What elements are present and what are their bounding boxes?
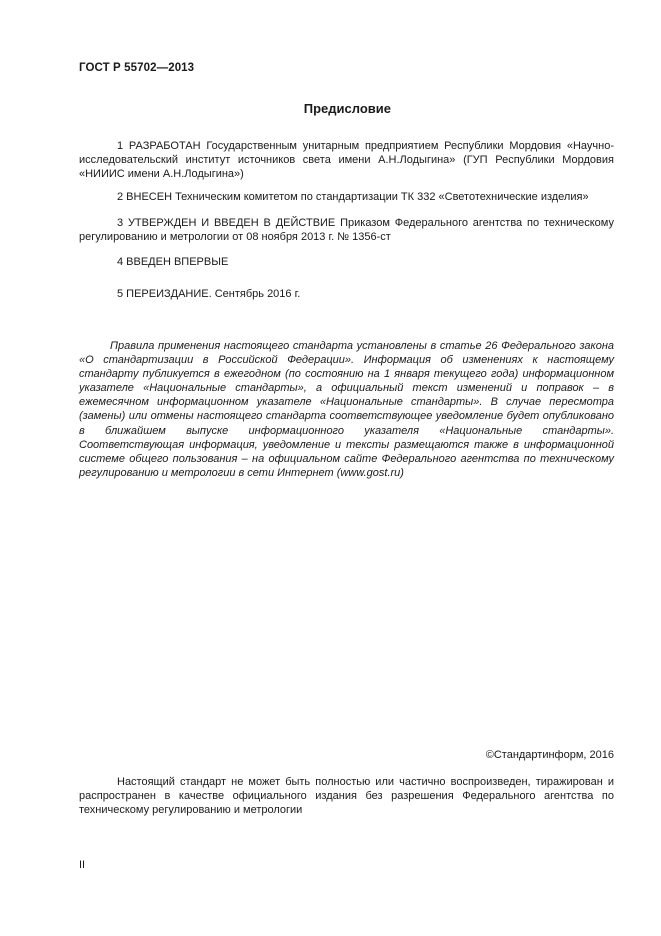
document-header: ГОСТ Р 55702—2013 xyxy=(79,62,195,74)
application-rules-notice: Правила применения настоящего стандарта установлены в статье 26 Федерального закона «О стандартизации в Российской Федерации». Информация об изменениях к настоящему стандарту публикуется в ежегодном (по состоянию на 1 января текущего года) информационном указателе «Национальные стандарты», а официальный текст изменений и поправок – в ежемесячном информационном указателе «Национальные стандарты». В случае пересмотра (замены) или отмены настоящего стандарта соответствующее уведомление будет опубликовано в ближайшем выпуске информационного указателя «Национальные стандарты». Соответствующая информация, уведомление и тексты размещаются также в информационной системе общего пользования – на официальном сайте Федерального агентства по техническому регулированию и метрологии в сети Интернет (www.gost.ru) xyxy=(79,340,614,479)
page-number: II xyxy=(79,859,86,871)
foreword-item-4: 4 ВВЕДЕН ВПЕРВЫЕ xyxy=(117,256,229,268)
foreword-item-2: 2 ВНЕСЕН Техническим комитетом по стандартизации ТК 332 «Светотехнические изделия» xyxy=(117,191,589,203)
foreword-item-5: 5 ПЕРЕИЗДАНИЕ. Сентябрь 2016 г. xyxy=(117,288,301,300)
reproduction-notice: Настоящий стандарт не может быть полностью или частично воспроизведен, тиражирован и распространен в качестве официального издания без разрешения Федерального агентства по техническому регулированию и метрологии xyxy=(79,776,614,816)
foreword-item-1: 1 РАЗРАБОТАН Государственным унитарным предприятием Республики Мордовия «Научно-исследовательский институт источников света имени А.Н.Лодыгина» (ГУП Республики Мордовия «НИИИС имени А.Н.Лодыгина») xyxy=(79,140,614,180)
foreword-item-3: 3 УТВЕРЖДЕН И ВВЕДЕН В ДЕЙСТВИЕ Приказом Федерального агентства по техническому регулированию и метрологии от 08 ноября 2013 г. № 1356-ст xyxy=(79,217,614,243)
section-title: Предисловие xyxy=(303,101,391,116)
copyright-line: ©Стандартинформ, 2016 xyxy=(485,749,614,761)
